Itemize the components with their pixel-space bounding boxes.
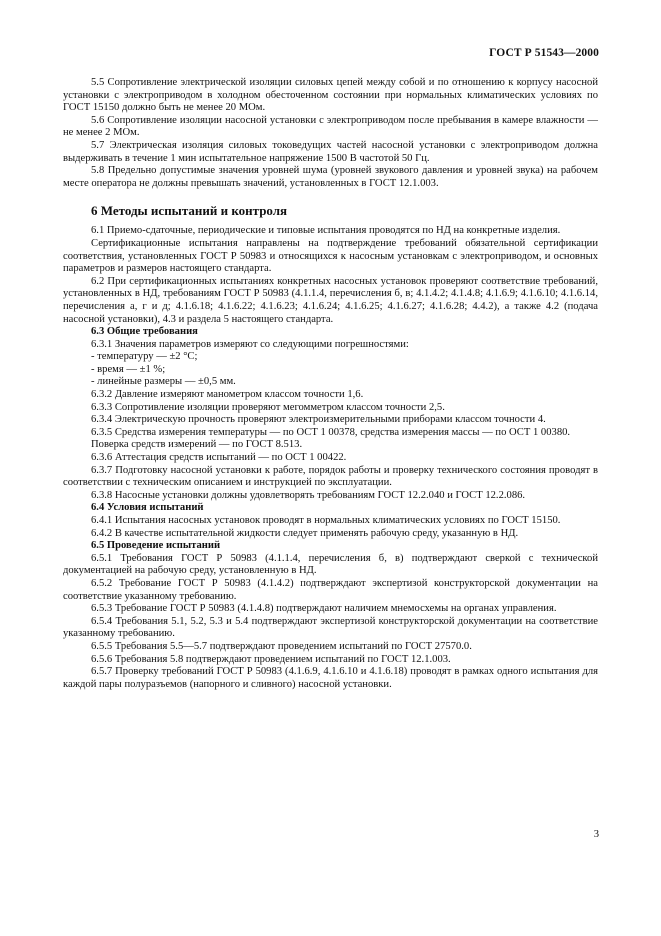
paragraph-6-3-3: 6.3.3 Сопротивление изоляции проверяют мегомметром классом точности 2,5. xyxy=(91,401,445,413)
paragraph-6-3-1: 6.3.1 Значения параметров измеряют со следующими погрешностями: xyxy=(91,338,409,350)
document-body xyxy=(63,77,598,691)
paragraph-5-7: 5.7 Электрическая изоляция силовых токоведущих частей насосной установки с электроприводом должна выдерживать в течение 1 мин испытательное напряжение 1500 В частотой 50 Гц. xyxy=(63,139,598,164)
section-6-heading: 6 Методы испытаний и контроля xyxy=(91,203,288,219)
paragraph-6-3-4: 6.3.4 Электрическую прочность проверяют электроизмерительными приборами классом точности 4. xyxy=(91,414,546,426)
paragraph-6-5-7: 6.5.7 Проверку требований ГОСТ Р 50983 (4.1.6.9, 4.1.6.10 и 4.1.6.18) проводят в рамках одного испытания для каждой пары полуразъемов (напорного и сливного) насосной установки. xyxy=(63,666,598,690)
paragraph-6-5-3: 6.5.3 Требование ГОСТ Р 50983 (4.1.4.8) подтверждают наличием мнемосхемы на органах управления. xyxy=(91,603,557,615)
list-item: - линейные размеры — ±0,5 мм. xyxy=(91,376,236,388)
paragraph-6-3-5: 6.3.5 Средства измерения температуры — по ОСТ 1 00378, средства измерения массы — по ОСТ 1 00380. xyxy=(91,426,571,438)
paragraph-5-6: 5.6 Сопротивление изоляции насосной установки с электроприводом после пребывания в камере влажности — не менее 2 МОм. xyxy=(63,114,598,139)
paragraph-verification: Поверка средств измерений — по ГОСТ 8.513. xyxy=(91,439,303,451)
list-item: - температуру — ±2 °С; xyxy=(91,351,198,363)
paragraph-6-5-5: 6.5.5 Требования 5.5—5.7 подтверждают проведением испытаний по ГОСТ 27570.0. xyxy=(91,640,472,652)
paragraph-6-3-7: 6.3.7 Подготовку насосной установки к работе, порядок работы и проверку технического состояния проводят в соответствии с техническим описанием и инструкцией по эксплуатации. xyxy=(63,464,598,489)
paragraph-6-4-1: 6.4.1 Испытания насосных установок проводят в нормальных климатических условиях по ГОСТ 15150. xyxy=(91,515,561,526)
paragraph-6-5-4: 6.5.4 Требования 5.1, 5.2, 5.3 и 5.4 подтверждают экспертизой конструкторской документации на соответствие указанному требованию. xyxy=(63,615,598,640)
paragraph-6-5-6: 6.5.6 Требования 5.8 подтверждают проведением испытаний по ГОСТ 12.1.003. xyxy=(91,653,451,665)
paragraph-6-4-2: 6.4.2 В качестве испытательной жидкости следует применять рабочую среду, указанную в НД. xyxy=(91,527,519,539)
page-number: 3 xyxy=(593,829,599,840)
list-item: - время — ±1 %; xyxy=(91,363,166,375)
document-header: ГОСТ Р 51543—2000 xyxy=(489,47,599,59)
paragraph-6-3-2: 6.3.2 Давление измеряют манометром классом точности 1,6. xyxy=(91,389,364,401)
paragraph-6-5-1: 6.5.1 Требования ГОСТ Р 50983 (4.1.1.4, перечисления б, в) подтверждают сверкой с технической документацией на рабочую среду, установленную в НД. xyxy=(63,552,598,577)
paragraph-6-1: 6.1 Приемо-сдаточные, периодические и типовые испытания проводятся по НД на конкретные изделия. xyxy=(91,225,561,237)
subsection-6-3-heading: 6.3 Общие требования xyxy=(91,326,198,338)
paragraph-6-3-6: 6.3.6 Аттестация средств испытаний — по ОСТ 1 00422. xyxy=(91,452,347,464)
paragraph-5-8: 5.8 Предельно допустимые значения уровней шума (уровней звукового давления и уровней звука) на рабочем месте оператора не должны превышать значений, установленных в ГОСТ 12.1.003. xyxy=(63,165,598,189)
paragraph-6-5-2: 6.5.2 Требование ГОСТ Р 50983 (4.1.4.2) подтверждают экспертизой конструкторской документации на соответствие указанному требованию. xyxy=(63,577,598,602)
paragraph-5-5: 5.5 Сопротивление электрической изоляции силовых цепей между собой и по отношению к корпусу насосной установки с электроприводом в холодном обесточенном состоянии при нормальных климатических условиях по ГОСТ 15150 должно быть не менее 20 МОм. xyxy=(63,77,598,114)
paragraph-6-3-8: 6.3.8 Насосные установки должны удовлетворять требованиям ГОСТ 12.2.040 и ГОСТ 12.2.086. xyxy=(91,489,526,501)
subsection-6-5-heading: 6.5 Проведение испытаний xyxy=(91,540,221,552)
paragraph-6-2: 6.2 При сертификационных испытаниях конкретных насосных установок проверяют соответствие требований, установленных в НД, требованиям ГОСТ Р 50983 (4.1.1.4, перечисления б, в; 4.1.4.2; 4.1.4.8; 4.1.6.9; 4.1.6.10; 4.1.6.14, перечисления а, г и д; 4.1.6.18; 4.1.6.22; 4.1.6.23; 4.1.6.24; 4.1.6.25; 4.1.6.27; 4.1.6.28; 4.4.2), а также 4.2 (подача насосной установки), 4.3 и раздела 5 настоящего стандарта. xyxy=(63,275,598,325)
paragraph-certification: Сертификационные испытания направлены на подтверждение требований обязательной сертификации соответствия, установленных ГОСТ Р 50983 и относящихся к насосным установкам с электроприводом, и основных параметров и размеров настоящего стандарта. xyxy=(63,237,598,275)
subsection-6-4-heading: 6.4 Условия испытаний xyxy=(91,502,204,514)
